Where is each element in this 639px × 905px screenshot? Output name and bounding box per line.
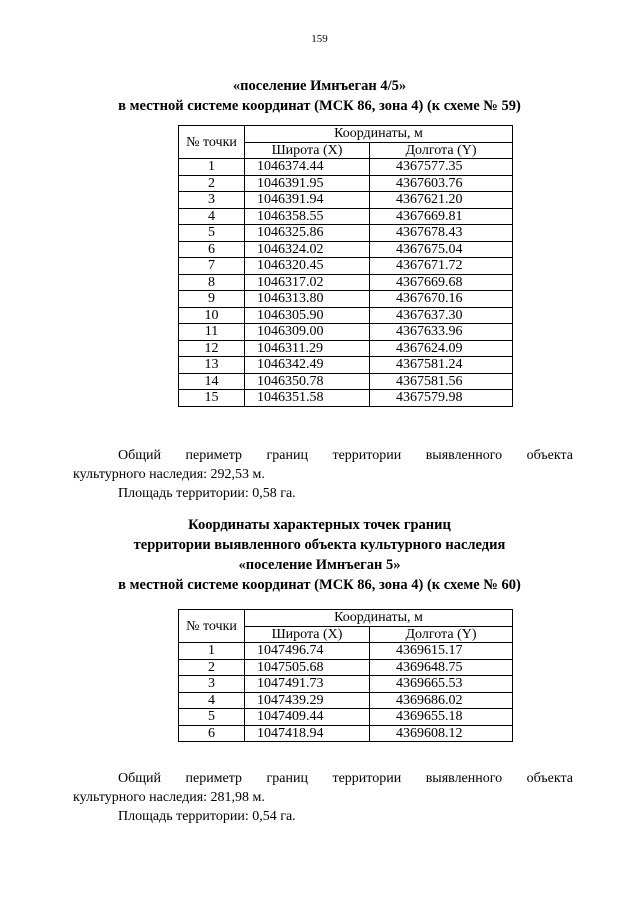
point-number-cell: 8 <box>179 274 245 291</box>
word: территории <box>332 448 402 463</box>
word: объекта <box>526 448 573 463</box>
longitude-cell: 4369648.75 <box>370 659 513 676</box>
heading-line: Координаты характерных точек границ <box>188 517 451 533</box>
longitude-cell: 4367669.81 <box>370 208 513 225</box>
point-number-cell: 12 <box>179 340 245 357</box>
longitude-cell: 4367581.24 <box>370 357 513 374</box>
table-row <box>179 390 513 407</box>
perimeter-line2: культурного наследия: 281,98 м. <box>73 790 265 805</box>
longitude-cell: 4367603.76 <box>370 175 513 192</box>
table-row <box>179 725 513 742</box>
latitude-cell: 1046320.45 <box>245 258 370 275</box>
longitude-cell: 4367577.35 <box>370 159 513 176</box>
table-row <box>179 324 513 341</box>
word: территории <box>332 771 402 786</box>
latitude-cell: 1046391.95 <box>245 175 370 192</box>
point-number-cell: 15 <box>179 390 245 407</box>
point-number-cell: 9 <box>179 291 245 308</box>
coordinates-table-1 <box>178 125 513 407</box>
point-number-cell: 2 <box>179 659 245 676</box>
point-number-cell: 2 <box>179 175 245 192</box>
latitude-cell: 1046317.02 <box>245 274 370 291</box>
table-row <box>179 225 513 242</box>
heading-line: «поселение Имнъеган 4/5» <box>232 78 407 94</box>
col-y-header: Долгота (Y) <box>370 626 513 643</box>
longitude-cell: 4367579.98 <box>370 390 513 407</box>
table-row <box>179 340 513 357</box>
longitude-cell: 4367633.96 <box>370 324 513 341</box>
point-number-cell: 5 <box>179 709 245 726</box>
latitude-cell: 1046350.78 <box>245 373 370 390</box>
longitude-cell: 4367621.20 <box>370 192 513 209</box>
word: выявленного <box>425 771 503 786</box>
point-number-cell: 1 <box>179 159 245 176</box>
point-number-cell: 1 <box>179 643 245 660</box>
point-number-cell: 13 <box>179 357 245 374</box>
latitude-cell: 1047505.68 <box>245 659 370 676</box>
point-number-cell: 3 <box>179 676 245 693</box>
area-text: Площадь территории: 0,54 га. <box>118 809 296 824</box>
word: периметр <box>185 448 243 463</box>
latitude-cell: 1047496.74 <box>245 643 370 660</box>
latitude-cell: 1047491.73 <box>245 676 370 693</box>
coordinates-table-2 <box>178 609 513 742</box>
table-row <box>179 692 513 709</box>
heading-line: в местной системе координат (МСК 86, зона 4) (к схеме № 59) <box>118 98 521 114</box>
table-row <box>179 258 513 275</box>
latitude-cell: 1046313.80 <box>245 291 370 308</box>
point-number-cell: 4 <box>179 208 245 225</box>
longitude-cell: 4369655.18 <box>370 709 513 726</box>
point-number-cell: 3 <box>179 192 245 209</box>
area-text: Площадь территории: 0,58 га. <box>118 486 296 501</box>
latitude-cell: 1047439.29 <box>245 692 370 709</box>
table-row <box>179 373 513 390</box>
latitude-cell: 1046305.90 <box>245 307 370 324</box>
longitude-cell: 4367675.04 <box>370 241 513 258</box>
section2-perimeter <box>73 769 573 826</box>
longitude-cell: 4367671.72 <box>370 258 513 275</box>
table-row <box>179 307 513 324</box>
latitude-cell: 1046342.49 <box>245 357 370 374</box>
section1-heading <box>0 76 639 116</box>
section1-perimeter <box>73 446 573 503</box>
table-row <box>179 709 513 726</box>
section2-heading <box>0 515 639 595</box>
table-row <box>179 676 513 693</box>
word: выявленного <box>425 448 503 463</box>
latitude-cell: 1046325.86 <box>245 225 370 242</box>
col-coords-header: Координаты, м <box>245 126 513 143</box>
table-row <box>179 175 513 192</box>
word: Общий <box>118 771 161 786</box>
col-num-header: № точки <box>179 610 245 643</box>
word: Общий <box>118 448 161 463</box>
point-number-cell: 4 <box>179 692 245 709</box>
longitude-cell: 4367670.16 <box>370 291 513 308</box>
longitude-cell: 4367678.43 <box>370 225 513 242</box>
table-row <box>179 291 513 308</box>
latitude-cell: 1046324.02 <box>245 241 370 258</box>
table-row <box>179 357 513 374</box>
longitude-cell: 4367624.09 <box>370 340 513 357</box>
page-number: 159 <box>311 33 328 45</box>
latitude-cell: 1047409.44 <box>245 709 370 726</box>
longitude-cell: 4367669.68 <box>370 274 513 291</box>
latitude-cell: 1046374.44 <box>245 159 370 176</box>
latitude-cell: 1046351.58 <box>245 390 370 407</box>
heading-line: территории выявленного объекта культурного наследия <box>133 537 506 553</box>
point-number-cell: 6 <box>179 725 245 742</box>
latitude-cell: 1046309.00 <box>245 324 370 341</box>
latitude-cell: 1046358.55 <box>245 208 370 225</box>
table-row <box>179 192 513 209</box>
latitude-cell: 1046391.94 <box>245 192 370 209</box>
table-row <box>179 659 513 676</box>
word: объекта <box>526 771 573 786</box>
word: границ <box>266 448 308 463</box>
word: периметр <box>185 771 243 786</box>
longitude-cell: 4369665.53 <box>370 676 513 693</box>
point-number-cell: 6 <box>179 241 245 258</box>
point-number-cell: 11 <box>179 324 245 341</box>
point-number-cell: 10 <box>179 307 245 324</box>
point-number-cell: 7 <box>179 258 245 275</box>
table-row <box>179 159 513 176</box>
longitude-cell: 4369615.17 <box>370 643 513 660</box>
perimeter-line1 <box>118 769 573 788</box>
point-number-cell: 5 <box>179 225 245 242</box>
longitude-cell: 4369686.02 <box>370 692 513 709</box>
table-row <box>179 208 513 225</box>
table-row <box>179 643 513 660</box>
perimeter-line2: культурного наследия: 292,53 м. <box>73 467 265 482</box>
point-number-cell: 14 <box>179 373 245 390</box>
col-num-header: № точки <box>179 126 245 159</box>
perimeter-line1 <box>118 446 573 465</box>
table-row <box>179 274 513 291</box>
latitude-cell: 1046311.29 <box>245 340 370 357</box>
word: границ <box>266 771 308 786</box>
longitude-cell: 4367637.30 <box>370 307 513 324</box>
col-coords-header: Координаты, м <box>245 610 513 627</box>
heading-line: в местной системе координат (МСК 86, зона 4) (к схеме № 60) <box>118 577 521 593</box>
col-y-header: Долгота (Y) <box>370 142 513 159</box>
longitude-cell: 4367581.56 <box>370 373 513 390</box>
longitude-cell: 4369608.12 <box>370 725 513 742</box>
col-x-header: Широта (X) <box>245 142 370 159</box>
col-x-header: Широта (X) <box>245 626 370 643</box>
heading-line: «поселение Имнъеган 5» <box>238 557 401 573</box>
latitude-cell: 1047418.94 <box>245 725 370 742</box>
table-row <box>179 241 513 258</box>
